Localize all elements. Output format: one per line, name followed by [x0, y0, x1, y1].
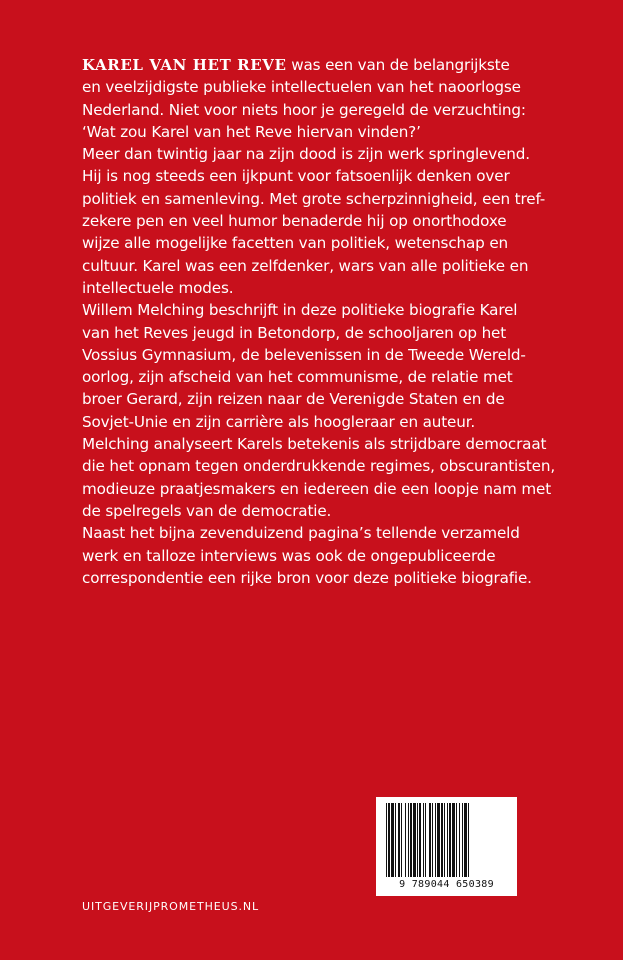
- barcode-bar: [388, 803, 390, 877]
- barcode-bar: [441, 803, 443, 877]
- barcode-bar: [413, 803, 416, 877]
- isbn-number: 9 789044 650389: [399, 879, 494, 890]
- blurb-line-text: was een van de belangrijkste: [286, 56, 510, 74]
- blurb-line: correspondentie een rijke bron voor deze politieke biografie.: [82, 568, 532, 587]
- blurb-line: Willem Melching beschrijft in deze politieke biografie Karel: [82, 301, 518, 320]
- blurb-line: oorlog, zijn afscheid van het communisme, de relatie met: [82, 368, 513, 387]
- blurb-line: Naast het bijna zevenduizend pagina’s tellende verzameld: [82, 524, 520, 543]
- blurb-line: van het Reves jeugd in Betondorp, de schooljaren op het: [82, 323, 507, 342]
- publisher-website: UITGEVERIJPROMETHEUS.NL: [82, 900, 259, 913]
- barcode-bar: [419, 803, 421, 877]
- isbn-barcode: [376, 797, 517, 896]
- barcode-bar: [435, 803, 436, 877]
- barcode-bar: [408, 803, 409, 877]
- blurb-text: [82, 54, 602, 589]
- barcode-bar: [459, 803, 460, 877]
- barcode-bar: [429, 803, 431, 877]
- blurb-line: ‘Wat zou Karel van het Reve hiervan vinden?’: [82, 122, 421, 141]
- barcode-bar: [410, 803, 412, 877]
- barcode-bar: [401, 803, 402, 877]
- blurb-line: zekere pen en veel humor benaderde hij op onorthodoxe: [82, 212, 507, 231]
- barcode-bar: [449, 803, 451, 877]
- barcode-bar: [395, 803, 396, 877]
- barcode-bar: [447, 803, 448, 877]
- barcode-bar: [464, 803, 467, 877]
- barcode-bar: [405, 803, 406, 877]
- blurb-line: Sovjet-Unie en zijn carrière als hoogleraar en auteur.: [82, 412, 476, 431]
- blurb-line: wijze alle mogelijke facetten van politiek, wetenschap en: [82, 234, 508, 253]
- barcode-bar: [432, 803, 433, 877]
- blurb-line: die het opnam tegen onderdrukkende regimes, obscurantisten,: [82, 457, 556, 476]
- barcode-bar: [425, 803, 426, 877]
- barcode-bar: [423, 803, 424, 877]
- blurb-line: Hij is nog steeds een ijkpunt voor fatsoenlijk denken over: [82, 167, 510, 186]
- blurb-line: werk en talloze interviews was ook de ongepubliceerde: [82, 546, 496, 565]
- barcode-bar: [468, 803, 469, 877]
- blurb-line: politiek en samenleving. Met grote scherpzinnigheid, een tref-: [82, 189, 546, 208]
- barcode-bar: [398, 803, 400, 877]
- blurb-line: Melching analyseert Karels betekenis als strijdbare democraat: [82, 435, 547, 454]
- barcode-bar: [391, 803, 394, 877]
- barcode-bar: [417, 803, 418, 877]
- blurb-line: broer Gerard, zijn reizen naar de Verenigde Staten en de: [82, 390, 505, 409]
- barcode-bar: [437, 803, 440, 877]
- barcode-bar: [386, 803, 387, 877]
- barcode-bars: [385, 803, 508, 877]
- blurb-line: cultuur. Karel was een zelfdenker, wars van alle politieke en: [82, 256, 529, 275]
- barcode-bar: [462, 803, 463, 877]
- blurb-line: Meer dan twintig jaar na zijn dood is zijn werk springlevend.: [82, 145, 530, 164]
- blurb-line: Nederland. Niet voor niets hoor je geregeld de verzuchting:: [82, 100, 526, 119]
- blurb-line: Vossius Gymnasium, de belevenissen in de Tweede Wereld-: [82, 345, 526, 364]
- blurb-line: intellectuele modes.: [82, 278, 234, 297]
- barcode-bar: [444, 803, 445, 877]
- author-name: KAREL VAN HET REVE: [82, 56, 287, 74]
- barcode-bar: [452, 803, 455, 877]
- blurb-line: modieuze praatjesmakers en iedereen die een loopje nam met: [82, 479, 552, 498]
- blurb-line: [82, 54, 602, 76]
- blurb-line: en veelzijdigste publieke intellectuelen van het naoorlogse: [82, 78, 521, 97]
- blurb-line: de spelregels van de democratie.: [82, 501, 332, 520]
- barcode-bar: [456, 803, 457, 877]
